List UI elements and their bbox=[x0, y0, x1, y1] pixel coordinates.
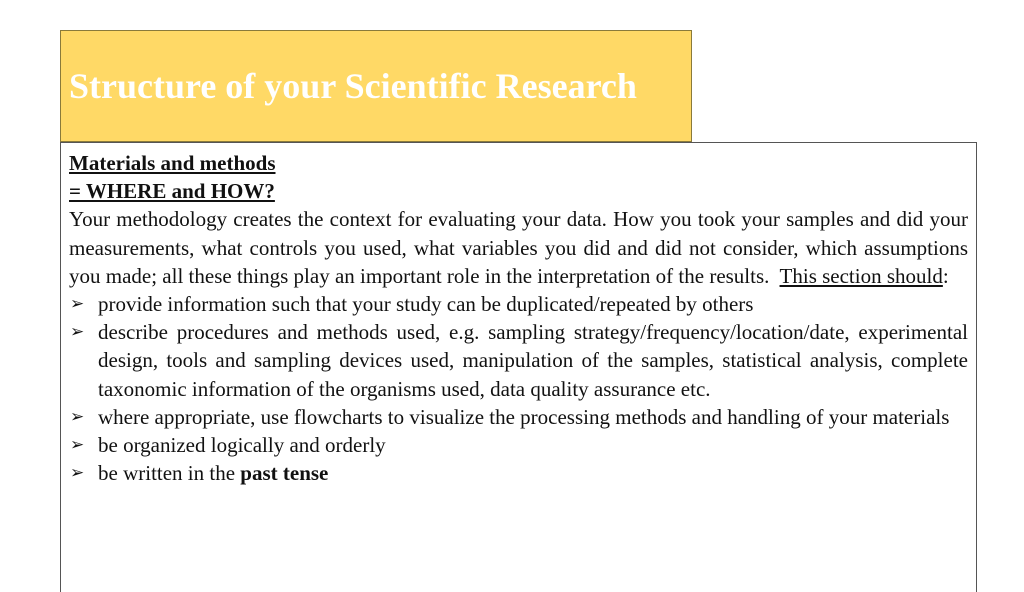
section-heading: Materials and methods bbox=[69, 151, 276, 175]
list-item bbox=[69, 290, 968, 318]
arrow-bullet-icon: ➢ bbox=[70, 406, 85, 427]
list-item bbox=[69, 431, 968, 459]
title-banner bbox=[60, 30, 692, 142]
bullet-text: where appropriate, use flowcharts to visualize the processing methods and handling of your materials bbox=[98, 404, 950, 429]
arrow-bullet-icon: ➢ bbox=[70, 435, 85, 456]
arrow-bullet-icon: ➢ bbox=[70, 322, 85, 343]
content-box bbox=[60, 142, 977, 592]
arrow-bullet-icon: ➢ bbox=[70, 463, 85, 484]
bullet-text-prefix: be written in the bbox=[98, 461, 241, 486]
arrow-bullet-icon: ➢ bbox=[70, 294, 85, 315]
bullet-text-bold: past tense bbox=[240, 461, 329, 486]
bullet-text: provide information such that your study can be duplicated/repeated by others bbox=[98, 292, 754, 317]
intro-paragraph bbox=[69, 205, 968, 290]
bullet-text: be organized logically and orderly bbox=[98, 433, 386, 458]
slide-title: Structure of your Scientific Research bbox=[69, 66, 637, 106]
intro-colon: : bbox=[942, 263, 949, 288]
list-item bbox=[69, 403, 968, 431]
bullet-text: describe procedures and methods used, e.g. sampling strategy/frequency/location/date, experimental design, tools and sampling devices used, manipulation of the samples, statistical analysis, complete taxonomic information of the organisms used, data quality assurance etc. bbox=[98, 320, 968, 401]
list-item bbox=[69, 318, 968, 403]
bullet-list bbox=[69, 290, 968, 487]
section-question: = WHERE and HOW? bbox=[69, 179, 275, 204]
intro-text: Your methodology creates the context for evaluating your data. How you took your samples and did your measurements, what controls you used, what variables you did and did not consider, which assumptions you made; all these things play an important role in the interpretation of the results. bbox=[69, 207, 968, 288]
intro-underlined-text: This section should bbox=[779, 263, 943, 288]
list-item bbox=[69, 459, 968, 487]
